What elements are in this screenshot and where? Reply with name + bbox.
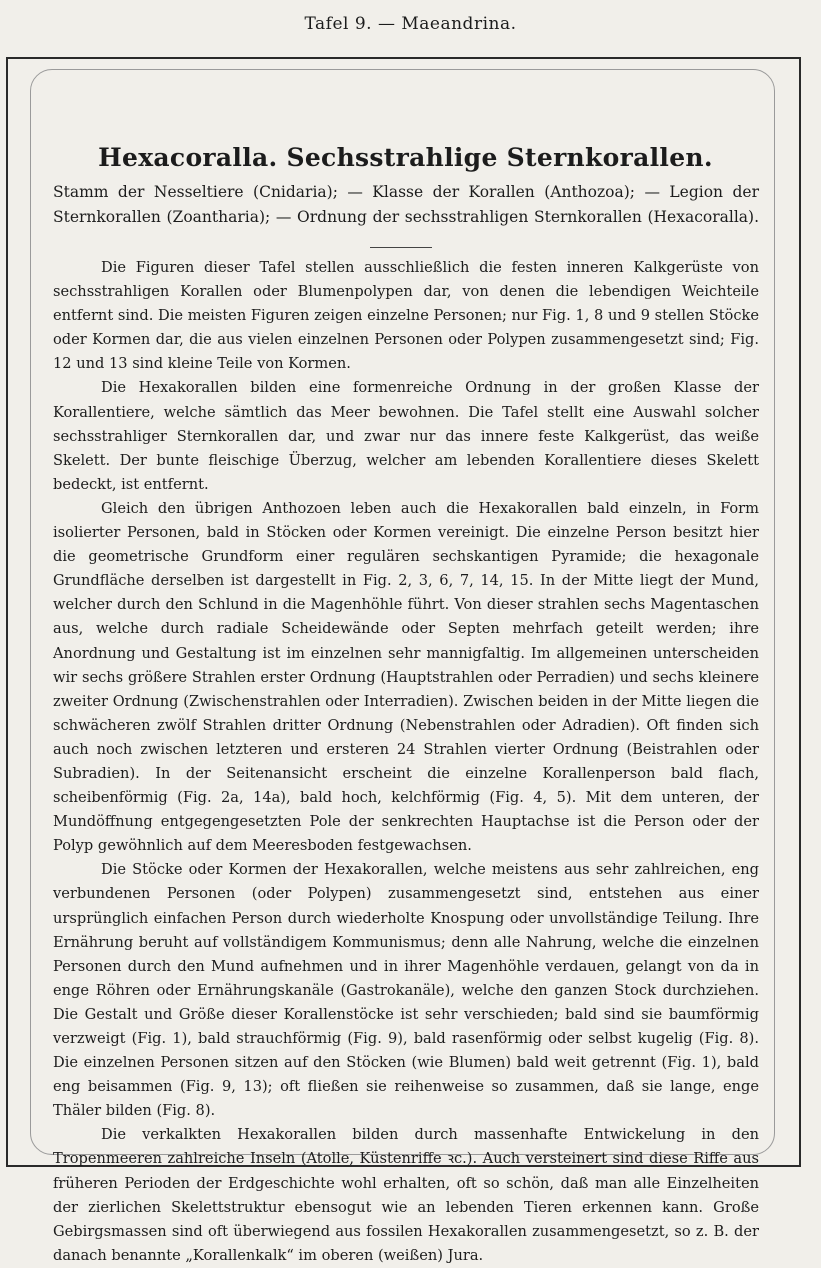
taxonomy-subtitle (53, 180, 759, 230)
title-divider (370, 247, 432, 248)
subtitle-line-1: Stamm der Nesseltiere (Cnidaria); — Klasse der Korallen (Anthozoa); — Legion der (53, 183, 759, 201)
body-text (53, 256, 759, 1268)
plate-label: Tafel 9. — Maeandrina. (304, 14, 517, 34)
paragraph: Die Hexakorallen bilden eine formenreiche Ordnung in der großen Klasse der Korallentiere, welche sämtlich das Meer bewohnen. Die Tafel stellt eine Auswahl solcher sechsstrahliger Sternkorallen dar, und zwar nur das innere feste Kalkgerüst, das weiße Skelett. Der bunte fleischige Überzug, welcher am lebenden Korallentiere dieses Skelett bedeckt, ist entfernt. (53, 379, 759, 493)
page-title: Hexacoralla. Sechsstrahlige Sternkorallen. (98, 143, 713, 172)
paragraph: Die verkalkten Hexakorallen bilden durch massenhafte Entwickelung in den Tropenmeeren zahlreiche Inseln (Atolle, Küstenriffe ꝛc.). Auch versteinert sind diese Riffe aus früheren Perioden der Erdgeschichte wohl erhalten, oft so schön, daß man alle Einzelheiten der zierlichen Skelettstruktur ebensogut wie an lebenden Tieren erkennen kann. Große Gebirgsmassen sind oft überwiegend aus fossilen Hexakorallen zusammengesetzt, so z. B. der danach benannte „Korallenkalk“ im oberen (weißen) Jura. (53, 1126, 759, 1264)
paragraph: Gleich den übrigen Anthozoen leben auch die Hexakorallen bald einzeln, in Form isolierter Personen, bald in Stöcken oder Kormen vereinigt. Die einzelne Person besitzt hier die geometrische Grundform einer regulären sechskantigen Pyramide; die hexagonale Grundfläche derselben ist dargestellt in Fig. 2, 3, 6, 7, 14, 15. In der Mitte liegt der Mund, welcher durch den Schlund in die Magenhöhle führt. Von dieser strahlen sechs Magentaschen aus, welche durch radiale Scheidewände oder Septen mehrfach geteilt werden; ihre Anordnung und Gestaltung ist im einzelnen sehr mannigfaltig. Im allgemeinen unterscheiden wir sechs größere Strahlen erster Ordnung (Hauptstrahlen oder Perradien) und sechs kleinere zweiter Ordnung (Zwischenstrahlen oder Interradien). Zwischen beiden in der Mitte liegen die schwächeren zwölf Strahlen dritter Ordnung (Nebenstrahlen oder Adradien). Oft finden sich auch noch zwischen letzteren und ersteren 24 Strahlen vierter Ordnung (Beistrahlen oder Subradien). In der Seitenansicht erscheint die einzelne Korallenperson bald flach, scheibenförmig (Fig. 2a, 14a), bald hoch, kelchförmig (Fig. 4, 5). Mit dem unteren, der Mundöffnung entgegengesetzten Pole der senkrechten Hauptachse ist die Person oder der Polyp gewöhnlich auf dem Meeresboden festgewachsen. (53, 499, 759, 855)
outer-frame (6, 57, 801, 1264)
paragraph: Die Figuren dieser Tafel stellen ausschließlich die festen inneren Kalkgerüste von sechsstrahligen Korallen oder Blumenpolypen dar, von denen die lebendigen Weichteile entfernt sind. Die meisten Figuren zeigen einzelne Personen; nur Fig. 1, 8 und 9 stellen Stöcke oder Kormen dar, die aus vielen einzelnen Personen oder Polypen zusammengesetzt sind; Fig. 12 und 13 sind kleine Teile von Kormen. (53, 259, 759, 373)
subtitle-line-2: Sternkorallen (Zoantharia); — Ordnung der sechsstrahligen Sternkorallen (Hexacoralla). (53, 208, 759, 226)
paragraph: Die Stöcke oder Kormen der Hexakorallen, welche meistens aus sehr zahlreichen, eng verbundenen Personen (oder Polypen) zusammengesetzt sind, entstehen aus einer ursprünglich einfachen Person durch wiederholte Knospung oder unvollständige Teilung. Ihre Ernährung beruht auf vollständigem Kommunismus; denn alle Nahrung, welche die einzelnen Personen durch den Mund aufnehmen und in ihrer Magenhöhle verdauen, gelangt von da in enge Röhren oder Ernährungskanäle (Gastrokanäle), welche den ganzen Stock durchziehen. Die Gestalt und Größe dieser Korallenstöcke ist sehr verschieden; bald sind sie baumförmig verzweigt (Fig. 1), bald strauchförmig (Fig. 9), bald rasenförmig oder selbst kugelig (Fig. 8). Die einzelnen Personen sitzen auf den Stöcken (wie Blumen) bald weit getrennt (Fig. 1), bald eng beisammen (Fig. 9, 13); oft fließen sie reihenweise so zusammen, daß sie lange, enge Thäler bilden (Fig. 8). (53, 861, 759, 1120)
